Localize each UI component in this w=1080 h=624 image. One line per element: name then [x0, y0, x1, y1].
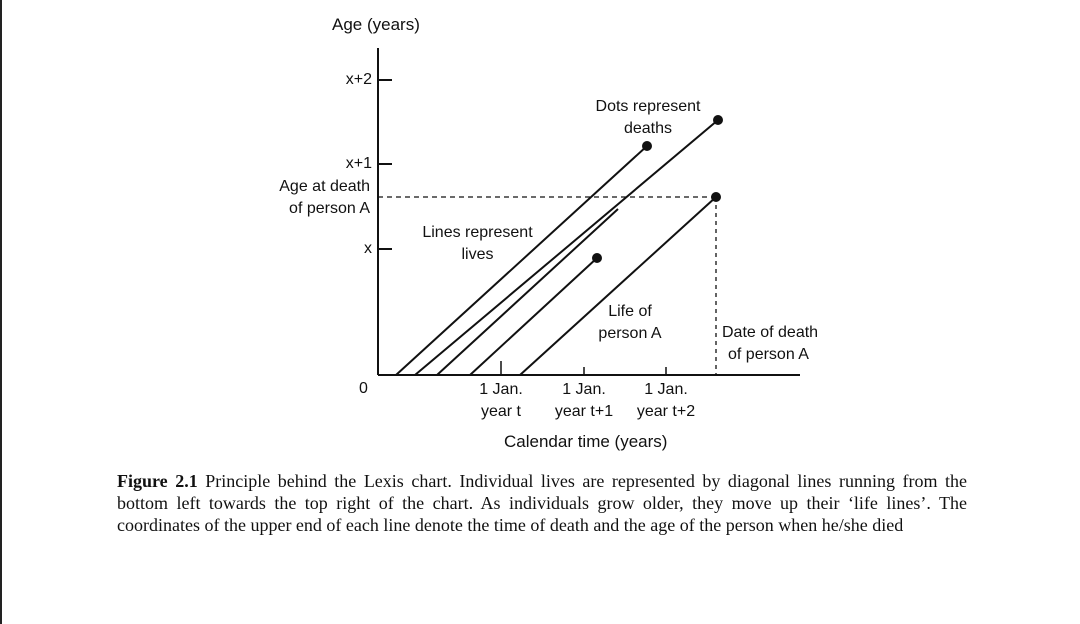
death-dot-person-a — [711, 192, 721, 202]
lines-note — [410, 222, 545, 266]
figure-label: Figure 2.1 — [117, 471, 198, 491]
dots-note-line-2: deaths — [623, 120, 673, 137]
x-tick-label-year-t1 — [544, 379, 624, 423]
person-a-note — [585, 301, 675, 345]
age-at-death-line-1: Age at death — [279, 178, 370, 195]
x-tick-label-year-t — [461, 379, 541, 423]
dots-note — [578, 96, 718, 140]
person-a-note-line-2: person A — [598, 325, 662, 342]
x-tick-label-year-t1-line-1: 1 Jan. — [562, 381, 606, 398]
lines-note-line-1: Lines represent — [422, 224, 533, 241]
x-axis-title: Calendar time (years) — [504, 432, 668, 451]
age-at-death-label — [250, 176, 370, 220]
figure-caption-text: Principle behind the Lexis chart. Individual lives are represented by diagonal lines running from the bottom left towards the top right of the chart. As individuals grow older, they move up their ‘life lines’. The coordinates of the upper end of each line denote the time of death and the age of the person when he/she died — [117, 471, 968, 535]
x-tick-label-year-t-line-2: year t — [480, 403, 521, 420]
death-dot-1 — [642, 141, 652, 151]
life-line-person-a — [520, 197, 716, 375]
dots-note-line-1: Dots represent — [595, 98, 701, 115]
x-tick-label-year-t2-line-1: 1 Jan. — [644, 381, 688, 398]
figure-caption — [117, 470, 967, 536]
date-of-death-line-1: Date of death — [722, 324, 819, 341]
date-of-death-note — [722, 322, 818, 366]
death-dot-3 — [592, 253, 602, 263]
person-a-note-line-1: Life of — [608, 303, 652, 320]
lines-note-line-2: lives — [461, 246, 494, 263]
x-tick-label-year-t2 — [626, 379, 706, 423]
y-axis-title: Age (years) — [332, 15, 420, 34]
x-tick-label-year-t-line-1: 1 Jan. — [479, 381, 523, 398]
y-tick-label-zero: 0 — [359, 380, 368, 397]
y-tick-label-x: x — [364, 240, 372, 257]
x-tick-label-year-t1-line-2: year t+1 — [554, 403, 614, 420]
x-tick-label-year-t2-line-2: year t+2 — [636, 403, 696, 420]
y-tick-label-x-plus-1: x+1 — [345, 155, 372, 172]
date-of-death-line-2: of person A — [728, 346, 809, 363]
age-at-death-line-2: of person A — [289, 200, 370, 217]
y-tick-label-x-plus-2: x+2 — [345, 71, 372, 88]
